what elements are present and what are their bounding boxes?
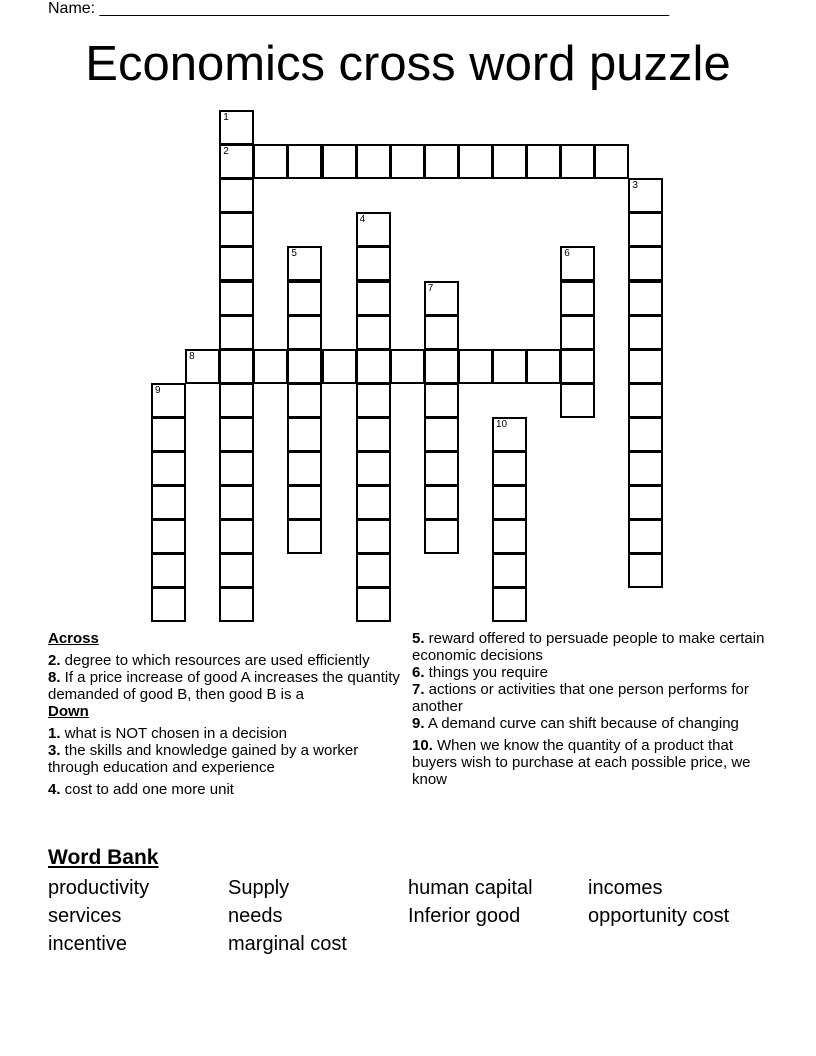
clue-text: When we know the quantity of a product that buyers wish to purchase at each possible price, we know <box>412 737 751 788</box>
crossword-cell[interactable] <box>219 485 254 520</box>
crossword-cell[interactable] <box>151 485 186 520</box>
crossword-cell[interactable] <box>356 587 391 622</box>
clue-text: degree to which resources are used efficiently <box>60 652 370 669</box>
crossword-cell[interactable] <box>151 553 186 588</box>
crossword-cell[interactable] <box>424 519 459 554</box>
crossword-cell[interactable] <box>424 281 459 316</box>
clue-text: cost to add one more unit <box>60 781 234 798</box>
clue-down-9 <box>412 715 772 732</box>
clue-number: 3. <box>48 742 61 759</box>
crossword-cell[interactable] <box>219 144 254 179</box>
crossword-cell[interactable] <box>356 246 391 281</box>
crossword-cell[interactable] <box>628 451 663 486</box>
crossword-cell[interactable] <box>356 485 391 520</box>
clue-text: what is NOT chosen in a decision <box>60 725 288 742</box>
clue-text: actions or activities that one person performs for another <box>412 681 749 715</box>
clue-down-10 <box>412 737 772 788</box>
word-bank-item: human capital <box>408 877 533 899</box>
crossword-cell[interactable] <box>492 417 527 452</box>
page-title: Economics cross word puzzle <box>85 37 731 91</box>
crossword-cell[interactable] <box>322 349 357 384</box>
across-heading: Across <box>48 630 99 647</box>
clue-number: 9. <box>412 715 425 732</box>
clue-number: 7. <box>412 681 425 698</box>
crossword-cell[interactable] <box>219 212 254 247</box>
crossword-cell[interactable] <box>356 553 391 588</box>
crossword-cell[interactable] <box>628 553 663 588</box>
clue-text: If a price increase of good A increases the quantity demanded of good B, then good B is a <box>48 669 400 703</box>
clue-across-8 <box>48 669 408 703</box>
cell-number: 9 <box>155 384 161 396</box>
word-bank-item: incentive <box>48 933 127 955</box>
word-bank-item: marginal cost <box>228 933 347 955</box>
clue-number: 10. <box>412 737 433 754</box>
crossword-cell[interactable] <box>253 349 288 384</box>
crossword-cell[interactable] <box>356 144 391 179</box>
crossword-cell[interactable] <box>492 349 527 384</box>
crossword-cell[interactable] <box>424 144 459 179</box>
crossword-cell[interactable] <box>287 417 322 452</box>
crossword-cell[interactable] <box>287 519 322 554</box>
crossword-cell[interactable] <box>151 587 186 622</box>
crossword-cell[interactable] <box>526 144 561 179</box>
word-bank-item: productivity <box>48 877 150 899</box>
crossword-cell[interactable] <box>560 383 595 418</box>
clue-text: A demand curve can shift because of changing <box>424 715 739 732</box>
cell-number: 2 <box>223 146 229 158</box>
cell-number: 8 <box>189 350 195 362</box>
crossword-cell[interactable] <box>287 246 322 281</box>
crossword-cell[interactable] <box>560 144 595 179</box>
crossword-cell[interactable] <box>628 281 663 316</box>
crossword-cell[interactable] <box>492 553 527 588</box>
crossword-cell[interactable] <box>628 417 663 452</box>
clue-number: 2. <box>48 652 61 669</box>
crossword-cell[interactable] <box>356 417 391 452</box>
cell-number: 3 <box>632 180 638 192</box>
crossword-cell[interactable] <box>458 144 493 179</box>
crossword-cell[interactable] <box>356 212 391 247</box>
crossword-cell[interactable] <box>219 587 254 622</box>
crossword-cell[interactable] <box>219 383 254 418</box>
crossword-cell[interactable] <box>594 144 629 179</box>
crossword-cell[interactable] <box>219 519 254 554</box>
crossword-cell[interactable] <box>424 315 459 350</box>
crossword-cell[interactable] <box>151 519 186 554</box>
clue-text: reward offered to persuade people to make certain economic decisions <box>412 630 765 664</box>
clue-number: 5. <box>412 630 425 647</box>
crossword-cell[interactable] <box>492 587 527 622</box>
crossword-cell[interactable] <box>424 349 459 384</box>
crossword-cell[interactable] <box>253 144 288 179</box>
crossword-cell[interactable] <box>628 349 663 384</box>
crossword-cell[interactable] <box>151 451 186 486</box>
word-bank-item: needs <box>228 905 283 927</box>
cell-number: 7 <box>427 282 434 294</box>
crossword-cell[interactable] <box>219 451 254 486</box>
crossword-cell[interactable] <box>287 349 322 384</box>
clue-text: things you require <box>424 664 548 681</box>
clue-number: 8. <box>48 669 61 686</box>
crossword-cell[interactable] <box>458 349 493 384</box>
cell-number: 1 <box>223 112 229 123</box>
crossword-cell[interactable] <box>560 349 595 384</box>
clue-down-1 <box>48 725 408 742</box>
crossword-cell[interactable] <box>356 519 391 554</box>
word-bank-title: Word Bank <box>48 846 159 869</box>
crossword-cell[interactable] <box>219 246 254 281</box>
crossword-cell[interactable] <box>424 485 459 520</box>
crossword-cell[interactable] <box>287 144 322 179</box>
word-bank <box>48 874 768 958</box>
crossword-cell[interactable] <box>560 281 595 316</box>
crossword-cell[interactable] <box>560 246 595 281</box>
crossword-cell[interactable] <box>628 485 663 520</box>
down-heading: Down <box>48 703 89 720</box>
clue-down-6 <box>412 664 772 681</box>
crossword-cell[interactable] <box>356 281 391 316</box>
clue-number: 6. <box>412 664 425 681</box>
word-bank-item: Inferior good <box>408 905 521 927</box>
cell-number: 10 <box>496 418 508 430</box>
crossword-cell[interactable] <box>219 315 254 350</box>
clue-down-7 <box>412 681 772 715</box>
word-bank-item: services <box>48 905 122 927</box>
crossword-cell[interactable] <box>424 417 459 452</box>
crossword-cell[interactable] <box>219 110 254 145</box>
crossword-cell[interactable] <box>560 315 595 350</box>
crossword-cell[interactable] <box>424 383 459 418</box>
crossword-cell[interactable] <box>287 281 322 316</box>
word-bank-item: incomes <box>588 877 663 899</box>
crossword-cell[interactable] <box>219 281 254 316</box>
crossword-cell[interactable] <box>356 451 391 486</box>
crossword-cell[interactable] <box>356 349 391 384</box>
crossword-cell[interactable] <box>628 212 663 247</box>
clue-down-4 <box>48 781 408 798</box>
crossword-cell[interactable] <box>492 519 527 554</box>
crossword-cell[interactable] <box>628 383 663 418</box>
word-bank-item: Supply <box>228 877 290 899</box>
crossword-cell[interactable] <box>151 417 186 452</box>
clue-number: 1. <box>48 725 61 742</box>
crossword-cell[interactable] <box>356 315 391 350</box>
crossword-cell[interactable] <box>219 178 254 213</box>
crossword-cell[interactable] <box>287 451 322 486</box>
crossword-cell[interactable] <box>628 246 663 281</box>
crossword-cell[interactable] <box>492 451 527 486</box>
clue-text: the skills and knowledge gained by a worker through education and experience <box>48 742 359 776</box>
clue-number: 4. <box>48 781 61 798</box>
clues-right-column <box>412 630 772 788</box>
word-bank-item: opportunity cost <box>588 905 730 927</box>
crossword-cell[interactable] <box>151 383 186 418</box>
crossword-cell[interactable] <box>356 383 391 418</box>
name-line: Name: ________________________________________________________________ <box>48 0 670 17</box>
crossword-cell[interactable] <box>628 519 663 554</box>
crossword-cell[interactable] <box>628 315 663 350</box>
clue-down-3 <box>48 742 408 776</box>
crossword-cell[interactable] <box>219 349 254 384</box>
crossword-cell[interactable] <box>322 144 357 179</box>
crossword-cell[interactable] <box>219 417 254 452</box>
clues-left-column <box>48 630 408 798</box>
cell-number: 5 <box>291 248 297 260</box>
crossword-cell[interactable] <box>287 383 322 418</box>
crossword-cell[interactable] <box>424 451 459 486</box>
cell-number: 4 <box>359 214 366 226</box>
crossword-cell[interactable] <box>390 349 425 384</box>
crossword-cell[interactable] <box>219 553 254 588</box>
clue-down-5 <box>412 630 772 664</box>
crossword-cell[interactable] <box>492 144 527 179</box>
clue-across-2 <box>48 652 408 669</box>
crossword-cell[interactable] <box>185 349 220 384</box>
crossword-cell[interactable] <box>628 178 663 213</box>
cell-number: 6 <box>564 248 570 260</box>
crossword-cell[interactable] <box>287 315 322 350</box>
crossword-cell[interactable] <box>492 485 527 520</box>
crossword-cell[interactable] <box>287 485 322 520</box>
crossword-cell[interactable] <box>390 144 425 179</box>
crossword-cell[interactable] <box>526 349 561 384</box>
